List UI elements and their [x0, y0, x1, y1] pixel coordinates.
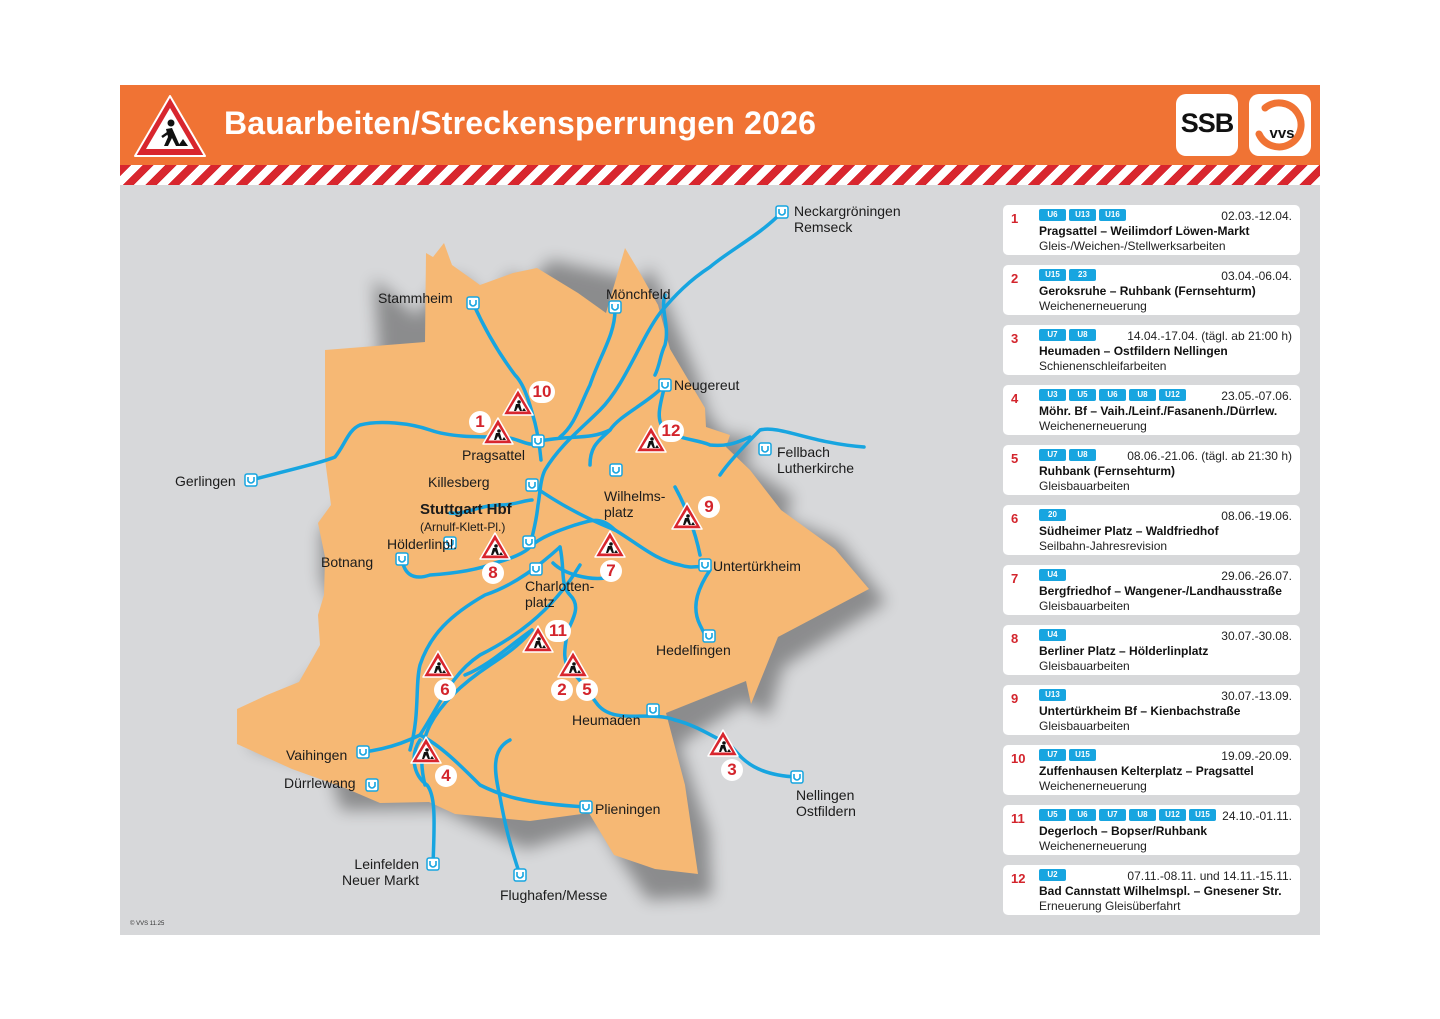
line-badge: U6 [1069, 809, 1096, 821]
station-neckargroeningen-icon [776, 206, 788, 218]
site-number-8: 8 [482, 562, 504, 584]
line-badge: U4 [1039, 629, 1066, 641]
legend-card [1003, 265, 1300, 315]
station-heumaden-icon [647, 704, 659, 716]
station-label-duerrlewang: Dürrlewang [284, 775, 356, 791]
line-badge: U3 [1039, 389, 1066, 401]
line-badges [1039, 509, 1069, 521]
site-number-7: 7 [600, 560, 622, 582]
line-badge: U15 [1039, 269, 1066, 281]
site-number-5: 5 [576, 679, 598, 701]
line-badge: U12 [1159, 389, 1186, 401]
legend-route: Zuffenhausen Kelterplatz – Pragsattel [1039, 764, 1254, 778]
legend-date: 19.09.-20.09. [1221, 749, 1292, 763]
legend-date: 30.07.-30.08. [1221, 629, 1292, 643]
legend-number: 12 [1011, 871, 1026, 886]
legend-work: Gleisbauarbeiten [1039, 719, 1130, 733]
line-badges [1039, 329, 1099, 341]
station-label-hbf: Stuttgart Hbf [420, 501, 512, 518]
line-badge: 20 [1039, 509, 1066, 521]
station-nellingen-icon [791, 771, 803, 783]
station-label-wilhelmsplatz: Wilhelms- platz [604, 488, 666, 520]
legend-work: Erneuerung Gleisüberfahrt [1039, 899, 1181, 913]
station-wilhelmsplatz-icon [610, 464, 622, 476]
copyright: © VVS 11.25 [130, 921, 165, 927]
line-badges [1039, 269, 1099, 281]
legend-route: Degerloch – Bopser/Ruhbank [1039, 824, 1208, 838]
station-label-moenchfeld: Mönchfeld [606, 286, 671, 302]
line-badges [1039, 629, 1069, 641]
station-botnang-icon [396, 553, 408, 565]
line-badge: U7 [1039, 749, 1066, 761]
station-neugereut-icon [659, 379, 671, 391]
station-label-stammheim: Stammheim [378, 290, 453, 306]
legend-route: Ruhbank (Fernsehturm) [1039, 464, 1176, 478]
station-stammheim-icon [467, 297, 479, 309]
legend-work: Gleis-/Weichen-/Stellwerksarbeiten [1039, 239, 1226, 253]
legend-route: Bad Cannstatt Wilhelmspl. – Gnesener Str. [1039, 884, 1282, 898]
legend-date: 02.03.-12.04. [1221, 209, 1292, 223]
legend-route: Berliner Platz – Hölderlinplatz [1039, 644, 1209, 658]
line-badges [1039, 209, 1129, 221]
station-untertuerkheim-icon [699, 559, 711, 571]
legend-number: 6 [1011, 511, 1019, 526]
legend-date: 23.05.-07.06. [1221, 389, 1292, 403]
line-badges [1039, 749, 1099, 761]
station-flughafen-icon [514, 869, 526, 881]
legend-number: 10 [1011, 751, 1026, 766]
line-badges [1039, 569, 1069, 581]
legend-card [1003, 205, 1300, 255]
line-badge: U8 [1069, 449, 1096, 461]
line-badge: U2 [1039, 869, 1066, 881]
legend-route: Untertürkheim Bf – Kienbachstraße [1039, 704, 1241, 718]
legend-date: 24.10.-01.11. [1222, 809, 1292, 823]
station-label-plieningen: Plieningen [595, 801, 661, 817]
line-badge: U15 [1189, 809, 1216, 821]
station-label-flughafen: Flughafen/Messe [500, 887, 608, 903]
legend-card [1003, 445, 1300, 495]
site-number-4: 4 [435, 765, 457, 787]
legend-route: Bergfriedhof – Wangener-/Landhausstraße [1039, 584, 1282, 598]
legend-number: 11 [1011, 811, 1025, 826]
legend-date: 03.04.-06.04. [1221, 269, 1292, 283]
legend-route: Heumaden – Ostfildern Nellingen [1039, 344, 1228, 358]
line-badges [1039, 449, 1099, 461]
site-number-12: 12 [658, 420, 684, 442]
legend-date: 07.11.-08.11. und 14.11.-15.11. [1127, 869, 1292, 883]
line-badge: U13 [1069, 209, 1096, 221]
legend-number: 4 [1011, 391, 1019, 406]
poster [120, 85, 1320, 935]
legend-date: 14.04.-17.04. (tägl. ab 21:00 h) [1127, 329, 1292, 343]
site-number-1: 1 [469, 411, 491, 433]
legend-work: Weichenerneuerung [1039, 779, 1147, 793]
station-label-hoelderlinpl: Hölderlinpl. [387, 536, 458, 552]
site-number-3: 3 [721, 759, 743, 781]
line-badges [1039, 689, 1069, 701]
page-title: Bauarbeiten/Streckensperrungen 2026 [224, 105, 817, 141]
legend-number: 1 [1011, 211, 1019, 226]
legend-work: Gleisbauarbeiten [1039, 599, 1130, 613]
legend-card [1003, 505, 1300, 555]
legend-card [1003, 625, 1300, 675]
station-label-pragsattel: Pragsattel [462, 447, 526, 463]
line-badge: U15 [1069, 749, 1096, 761]
legend-number: 5 [1011, 451, 1019, 466]
legend-card [1003, 385, 1300, 435]
station-plieningen-icon [580, 801, 592, 813]
line-badge: U8 [1069, 329, 1096, 341]
legend-work: Weichenerneuerung [1039, 419, 1147, 433]
legend-work: Seilbahn-Jahresrevision [1039, 539, 1168, 553]
line-badge: U5 [1069, 389, 1096, 401]
legend-card [1003, 805, 1300, 855]
legend-number: 9 [1011, 691, 1019, 706]
line-badge: U8 [1129, 389, 1156, 401]
site-number-9: 9 [698, 496, 720, 518]
legend-work: Gleisbauarbeiten [1039, 659, 1130, 673]
station-label-heumaden: Heumaden [572, 712, 641, 728]
station-label-neckargroeningen: Neckargröningen Remseck [794, 203, 901, 235]
station-vaihingen-icon [357, 746, 369, 758]
station-label-nellingen: Nellingen Ostfildern [796, 787, 856, 819]
site-number-11: 11 [545, 620, 571, 642]
legend-route: Geroksruhe – Ruhbank (Fernsehturm) [1039, 284, 1256, 298]
legend-number: 2 [1011, 271, 1019, 286]
site-number-2: 2 [551, 679, 573, 701]
line-badges [1039, 869, 1069, 881]
line-badges [1039, 389, 1189, 401]
line-badge: U7 [1039, 329, 1066, 341]
legend-number: 8 [1011, 631, 1019, 646]
line-badges [1039, 809, 1219, 821]
station-fellbach-icon [759, 443, 771, 455]
legend-route: Möhr. Bf – Vaih./Leinf./Fasanenh./Dürrlew. [1039, 404, 1278, 418]
line-badge: U5 [1039, 809, 1066, 821]
station-label-hedelfingen: Hedelfingen [656, 642, 731, 658]
line-badge: U12 [1159, 809, 1186, 821]
station-killesberg-icon [526, 479, 538, 491]
station-leinfelden-icon [427, 858, 439, 870]
legend-number: 3 [1011, 331, 1019, 346]
line-badge: U13 [1039, 689, 1066, 701]
station-label-leinfelden: Leinfelden Neuer Markt [342, 856, 420, 888]
line-badge: U7 [1099, 809, 1126, 821]
legend-work: Weichenerneuerung [1039, 839, 1147, 853]
station-label-charlottenplatz: Charlotten- platz [525, 578, 595, 610]
station-label-hbf-sub: (Arnulf-Klett-Pl.) [420, 520, 506, 534]
legend-date: 08.06.-21.06. (tägl. ab 21:30 h) [1127, 449, 1292, 463]
legend-work: Schienenschleifarbeiten [1039, 359, 1167, 373]
legend-route: Südheimer Platz – Waldfriedhof [1039, 524, 1219, 538]
station-label-killesberg: Killesberg [428, 474, 490, 490]
station-gerlingen-icon [245, 474, 257, 486]
legend-number: 7 [1011, 571, 1019, 586]
legend-card [1003, 565, 1300, 615]
legend-date: 08.06.-19.06. [1221, 509, 1292, 523]
site-number-10: 10 [529, 381, 555, 403]
station-label-gerlingen: Gerlingen [175, 473, 236, 489]
legend-route: Pragsattel – Weilimdorf Löwen-Markt [1039, 224, 1250, 238]
legend-card [1003, 685, 1300, 735]
legend-card [1003, 865, 1300, 915]
legend-work: Gleisbauarbeiten [1039, 479, 1130, 493]
line-badge: U6 [1099, 389, 1126, 401]
legend-date: 29.06.-26.07. [1221, 569, 1292, 583]
station-label-botnang: Botnang [321, 554, 374, 570]
station-moenchfeld-icon [609, 301, 621, 313]
line-badge: U6 [1039, 209, 1066, 221]
ssb-logo-text: SSB [1180, 108, 1234, 138]
legend-card [1003, 325, 1300, 375]
station-hbf-icon [523, 536, 535, 548]
station-label-vaihingen: Vaihingen [286, 747, 348, 763]
line-badge: U8 [1129, 809, 1156, 821]
station-label-fellbach: Fellbach Lutherkirche [777, 444, 855, 476]
line-badge: U7 [1039, 449, 1066, 461]
vvs-logo-text: vvs [1269, 125, 1295, 142]
station-label-untertuerkheim: Untertürkheim [713, 558, 801, 574]
line-badge: U16 [1099, 209, 1126, 221]
station-pragsattel-icon [532, 435, 544, 447]
station-duerrlewang-icon [366, 779, 378, 791]
legend-date: 30.07.-13.09. [1221, 689, 1292, 703]
station-label-neugereut: Neugereut [674, 377, 740, 393]
legend-work: Weichenerneuerung [1039, 299, 1147, 313]
station-charlottenplatz-icon [530, 563, 542, 575]
line-badge: U4 [1039, 569, 1066, 581]
line-badge: 23 [1069, 269, 1096, 281]
legend-card [1003, 745, 1300, 795]
station-hedelfingen-icon [703, 630, 715, 642]
site-number-6: 6 [434, 679, 456, 701]
